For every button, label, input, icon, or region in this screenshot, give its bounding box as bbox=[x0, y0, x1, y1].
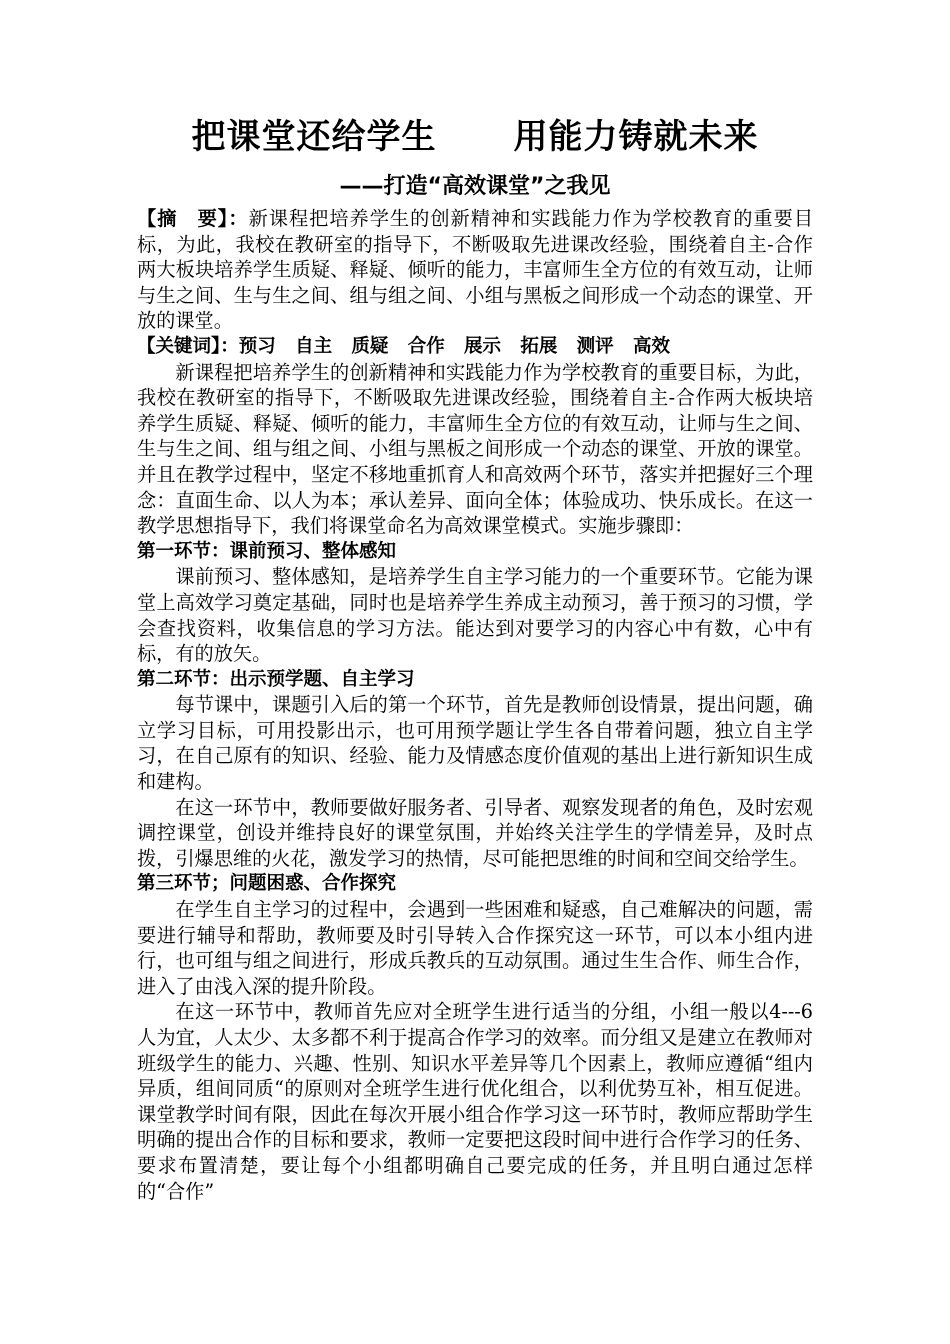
abstract-label: 【摘 要】： bbox=[137, 207, 249, 230]
section1-paragraph-1: 课前预习、整体感知，是培养学生自主学习能力的一个重要环节。它能为课堂上高效学习奠定基础，同时也是培养学生养成主动预习，善于预习的习惯，学会查找资料，收集信息的学习方法。能达到对要学习的内容心中有数，心中有标，有的放矢。 bbox=[137, 565, 813, 666]
section3-heading: 第三环节；问题困惑、合作探究 bbox=[137, 873, 397, 895]
document-title: 把课堂还给学生 用能力铸就未来 bbox=[191, 117, 759, 157]
abstract-paragraph bbox=[137, 206, 813, 334]
section3-paragraph-2: 在这一环节中，教师首先应对全班学生进行适当的分组，小组一般以4---6人为宜，人太少、太多都不利于提高合作学习的效率。而分组又是建立在教师对班级学生的能力、兴趣、性别、知识水平差异等几个因素上，教师应遵循“组内异质，组间同质“的原则对全班学生进行优化组合，以利优势互补，相互促进。课堂教学时间有限，因此在每次开展小组合作学习这一环节时，教师应帮助学生明确的提出合作的目标和要求，教师一定要把这段时间中进行合作学习的任务、要求布置清楚，要让每个小组都明确自己要完成的任务，并且明白通过怎样的“合作” bbox=[137, 1000, 813, 1203]
document-subtitle: ——打造“高效课堂”之我见 bbox=[339, 174, 611, 199]
section2-heading: 第二环节：出示预学题、自主学习 bbox=[137, 668, 415, 690]
section2-paragraph-1: 每节课中，课题引入后的第一个环节，首先是教师创设情景，提出问题，确立学习目标，可用投影出示，也可用预学题让学生各自带着问题，独立自主学习，在自己原有的知识、经验、能力及情感态度价值观的基出上进行新知识生成和建构。 bbox=[137, 693, 813, 794]
section1-heading: 第一环节：课前预习、整体感知 bbox=[137, 540, 397, 562]
intro-paragraph: 新课程把培养学生的创新精神和实践能力作为学校教育的重要目标，为此，我校在教研室的指导下，不断吸取先进课改经验，围绕着自主-合作两大板块培养学生质疑、释疑、倾听的能力，丰富师生全方位的有效互动，让师与生之间、生与生之间、组与组之间、小组与黑板之间形成一个动态的课堂、开放的课堂。并且在教学过程中，坚定不移地重抓育人和高效两个环节，落实并把握好三个理念：直面生命、以人为本；承认差异、面向全体；体验成功、快乐成长。在这一教学思想指导下，我们将课堂命名为高效课堂模式。实施步骤即： bbox=[137, 360, 813, 538]
abstract-text: 新课程把培养学生的创新精神和实践能力作为学校教育的重要目标，为此，我校在教研室的指导下，不断吸取先进课改经验，围绕着自主-合作两大板块培养学生质疑、释疑、倾听的能力，丰富师生全方位的有效互动，让师与生之间、生与生之间、组与组之间、小组与黑板之间形成一个动态的课堂、开放的课堂。 bbox=[137, 207, 814, 333]
section3-paragraph-1: 在学生自主学习的过程中，会遇到一些困难和疑惑，自己难解决的问题，需要进行辅导和帮助，教师要及时引导转入合作探究这一环节，可以本小组内进行，也可组与组之间进行，形成兵教兵的互动氛围。通过生生合作、师生合作，进入了由浅入深的提升阶段。 bbox=[137, 898, 813, 998]
section2-paragraph-2: 在这一环节中，教师要做好服务者、引导者、观察发现者的角色，及时宏观调控课堂，创设并维持良好的课堂氛围，并始终关注学生的学情差异，及时点拨，引爆思维的火花，激发学习的热情，尽可能把思维的时间和空间交给学生。 bbox=[137, 795, 813, 870]
document-page bbox=[137, 112, 813, 1204]
keywords-line: 【关键词】：预习 自主 质疑 合作 展示 拓展 测评 高效 bbox=[137, 335, 671, 357]
